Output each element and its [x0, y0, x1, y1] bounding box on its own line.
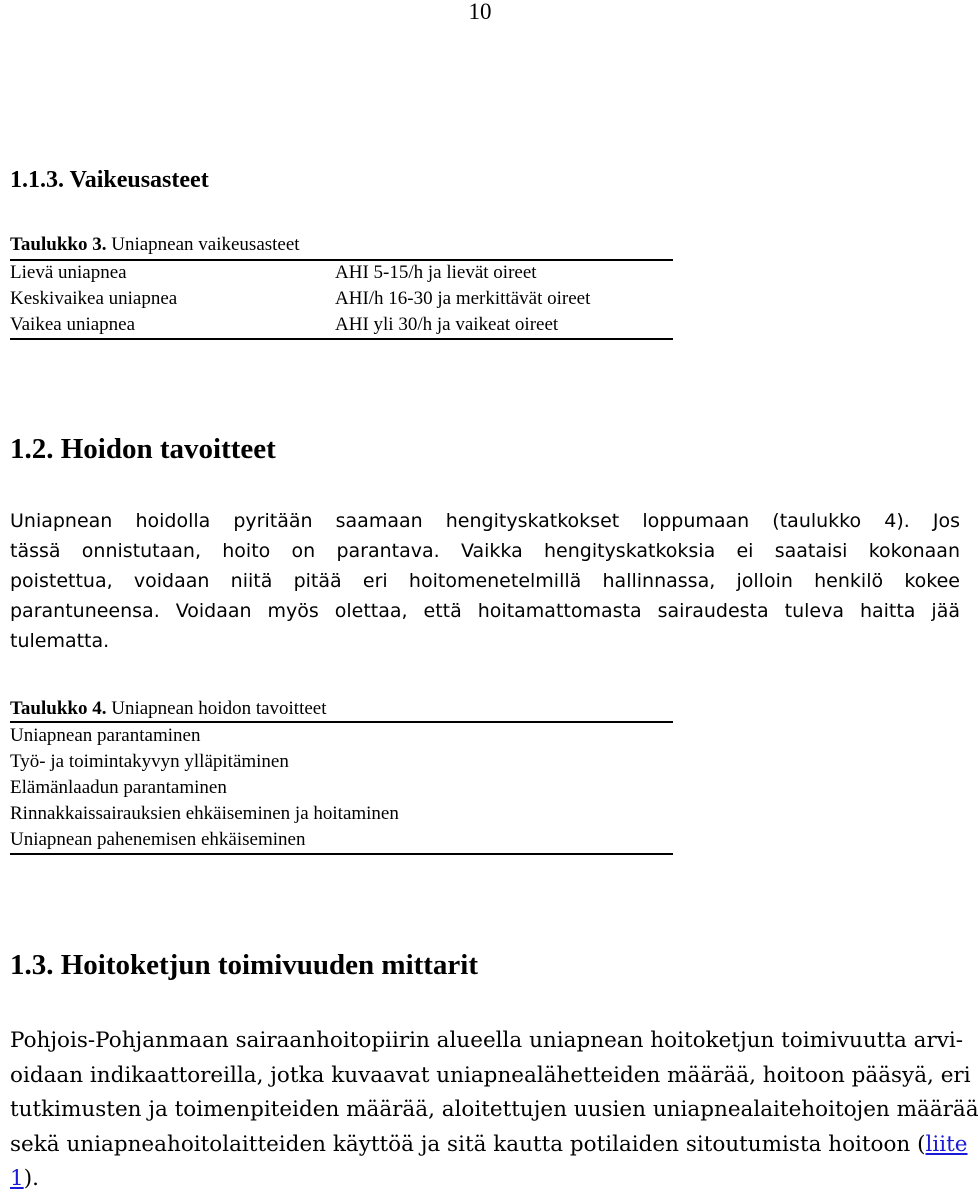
table4-caption-text: Uniapnean hoidon tavoitteet	[111, 698, 327, 719]
page-number: 10	[468, 0, 492, 24]
table3-level: Vaikea uniapnea	[10, 314, 136, 335]
table4-row: Rinnakkaissairauksien ehkäiseminen ja hoitaminen	[10, 803, 399, 824]
paragraph-line: tulematta.	[10, 630, 110, 652]
paragraph-line: poistettua, voidaan niitä pitää eri hoitomenetelmillä hallinnassa, jolloin henkilö kokee	[10, 570, 960, 592]
table3-level: Lievä uniapnea	[10, 262, 127, 283]
table3-criteria: AHI/h 16-30 ja merkittävät oireet	[335, 288, 591, 309]
table3-criteria: AHI yli 30/h ja vaikeat oireet	[335, 314, 559, 335]
table4-bottom-rule	[10, 853, 673, 855]
paragraph-line	[10, 1162, 960, 1197]
table4-caption-label: Taulukko 4.	[10, 698, 107, 719]
table3-criteria: AHI 5-15/h ja lievät oireet	[335, 262, 537, 283]
table3-row	[10, 262, 673, 286]
table3-top-rule	[10, 259, 673, 261]
section-heading-1-2: 1.2. Hoidon tavoitteet	[10, 433, 276, 465]
paragraph-line: parantuneensa. Voidaan myös olettaa, että hoitamattomasta sairaudesta tuleva haitta jää	[10, 600, 960, 622]
paragraph-line: tutkimusten ja toimenpiteiden määrää, aloitettujen uusien uniapnealaitehoitojen määrää	[10, 1097, 979, 1122]
table3-caption-text: Uniapnean vaikeusasteet	[111, 234, 300, 255]
paragraph-line	[10, 1128, 968, 1163]
table3-row	[10, 314, 673, 338]
table4-caption	[10, 698, 327, 720]
table4-row: Elämänlaadun parantaminen	[10, 777, 227, 798]
table4-row: Uniapnean parantaminen	[10, 725, 201, 746]
section-1-3-paragraph	[10, 1024, 979, 1197]
table4-top-rule	[10, 721, 673, 723]
table3-level: Keskivaikea uniapnea	[10, 288, 178, 309]
table4-row: Uniapnean pahenemisen ehkäiseminen	[10, 829, 306, 850]
paragraph-line: tässä onnistutaan, hoito on parantava. Vaikka hengityskatkoksia ei saataisi kokonaan	[10, 540, 960, 562]
paragraph-line: oidaan indikaattoreilla, jotka kuvaavat uniapnealähetteiden määrää, hoitoon pääsyä, eri	[10, 1062, 971, 1088]
paragraph-text: sekä uniapneahoitolaitteiden käyttöä ja sitä kautta potilaiden sitoutumista hoitoon (	[10, 1131, 926, 1157]
table4-row: Työ- ja toimintakyvyn ylläpitäminen	[10, 751, 289, 772]
appendix-link-number[interactable]: 1	[10, 1166, 24, 1191]
paragraph-line: Pohjois-Pohjanmaan sairaanhoitopiirin alueella uniapnean hoitoketjun toimivuutta arvi-	[10, 1028, 964, 1053]
table3-caption	[10, 234, 300, 256]
table3-row	[10, 288, 673, 312]
table3-bottom-rule	[10, 338, 673, 340]
paragraph-line: Uniapnean hoidolla pyritään saamaan hengityskatkokset loppumaan (taulukko 4). Jos	[10, 510, 960, 532]
paragraph-closing: ).	[23, 1166, 39, 1191]
appendix-link[interactable]: liite	[925, 1131, 968, 1157]
section-1-2-paragraph	[10, 506, 960, 656]
section-heading-1-1-3: 1.1.3. Vaikeusasteet	[10, 167, 209, 193]
table3-caption-label: Taulukko 3.	[10, 234, 107, 255]
section-heading-1-3: 1.3. Hoitoketjun toimivuuden mittarit	[10, 949, 479, 981]
